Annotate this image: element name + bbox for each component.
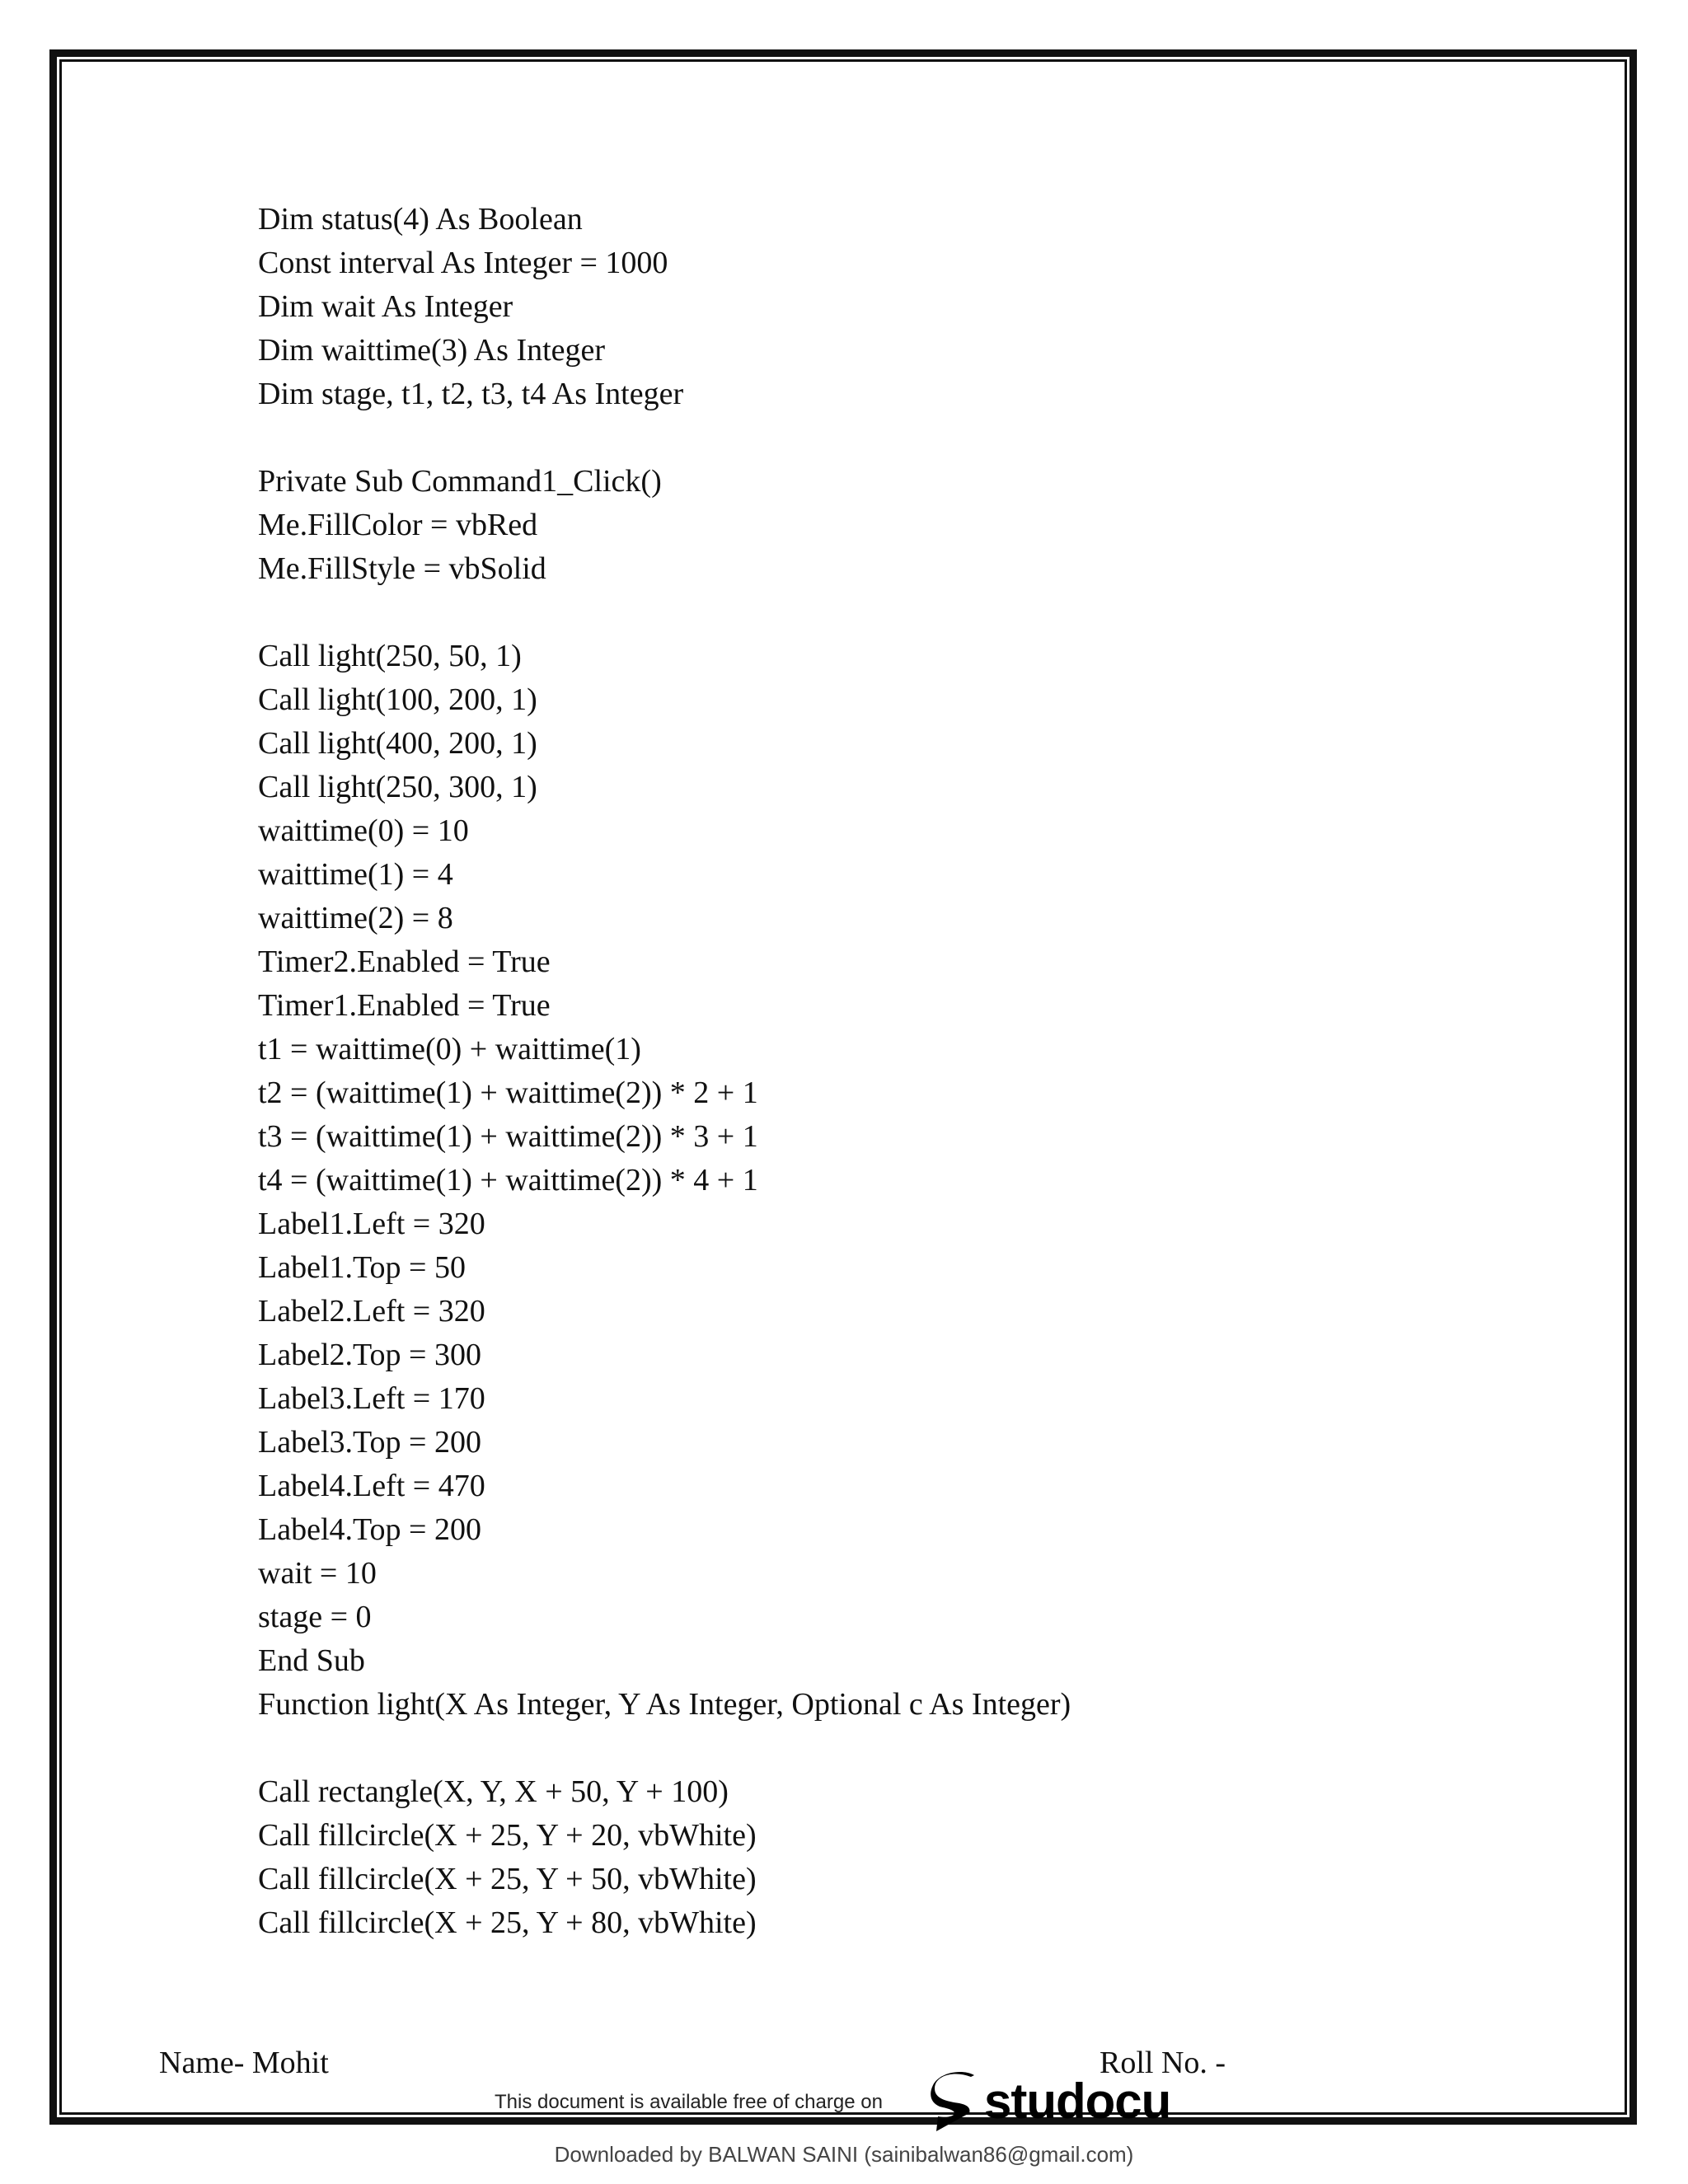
code-line: Call rectangle(X, Y, X + 50, Y + 100) xyxy=(258,1774,729,1809)
code-line: Label4.Left = 470 xyxy=(258,1469,485,1503)
code-line: Timer1.Enabled = True xyxy=(258,988,551,1023)
code-line: Label1.Top = 50 xyxy=(258,1250,466,1285)
code-line: t4 = (waittime(1) + waittime(2)) * 4 + 1 xyxy=(258,1163,758,1197)
code-line: Call fillcircle(X + 25, Y + 50, vbWhite) xyxy=(258,1862,757,1896)
code-line: wait = 10 xyxy=(258,1556,377,1591)
code-line: Label4.Top = 200 xyxy=(258,1512,481,1547)
code-line: Call light(250, 50, 1) xyxy=(258,639,522,673)
code-listing xyxy=(258,198,1577,1945)
code-line: Private Sub Command1_Click() xyxy=(258,464,662,499)
code-line: Timer2.Enabled = True xyxy=(258,944,551,979)
studocu-logo-icon xyxy=(930,2070,979,2133)
code-line: waittime(1) = 4 xyxy=(258,857,453,892)
code-line: Label2.Left = 320 xyxy=(258,1294,485,1329)
code-line: Me.FillStyle = vbSolid xyxy=(258,551,546,586)
code-line xyxy=(258,591,1577,635)
code-line: Call light(100, 200, 1) xyxy=(258,682,537,717)
code-line: End Sub xyxy=(258,1643,365,1678)
code-line: Call fillcircle(X + 25, Y + 80, vbWhite) xyxy=(258,1905,757,1940)
code-line: Label1.Left = 320 xyxy=(258,1207,485,1241)
availability-notice: This document is available free of charge on xyxy=(495,2091,883,2113)
code-line xyxy=(258,416,1577,460)
code-line: Label3.Left = 170 xyxy=(258,1381,485,1416)
code-line: waittime(2) = 8 xyxy=(258,901,453,935)
download-attribution: Downloaded by BALWAN SAINI (sainibalwan86@gmail.com) xyxy=(554,2142,1134,2167)
code-line: t1 = waittime(0) + waittime(1) xyxy=(258,1032,641,1066)
code-line: Dim waittime(3) As Integer xyxy=(258,333,606,368)
code-line: Dim status(4) As Boolean xyxy=(258,202,583,237)
code-line: t2 = (waittime(1) + waittime(2)) * 2 + 1 xyxy=(258,1076,758,1110)
code-line: waittime(0) = 10 xyxy=(258,813,469,848)
code-line: Dim stage, t1, t2, t3, t4 As Integer xyxy=(258,377,684,411)
code-line: Label3.Top = 200 xyxy=(258,1425,481,1460)
code-line: Call fillcircle(X + 25, Y + 20, vbWhite) xyxy=(258,1818,757,1853)
studocu-wordmark: studocu xyxy=(984,2074,1171,2129)
roll-number: Roll No. - xyxy=(1100,2046,1226,2080)
code-line: Call light(250, 300, 1) xyxy=(258,770,537,804)
code-line: t3 = (waittime(1) + waittime(2)) * 3 + 1 xyxy=(258,1119,758,1154)
student-name: Name- Mohit xyxy=(159,2046,329,2080)
code-line: Call light(400, 200, 1) xyxy=(258,726,537,761)
code-line: Dim wait As Integer xyxy=(258,289,513,324)
studocu-logo[interactable] xyxy=(930,2069,1170,2135)
code-line: stage = 0 xyxy=(258,1600,372,1634)
code-line: Me.FillColor = vbRed xyxy=(258,508,538,542)
code-line xyxy=(258,1727,1577,1770)
code-line: Function light(X As Integer, Y As Integer, Optional c As Integer) xyxy=(258,1687,1071,1722)
code-line: Const interval As Integer = 1000 xyxy=(258,246,668,280)
code-line: Label2.Top = 300 xyxy=(258,1338,481,1372)
